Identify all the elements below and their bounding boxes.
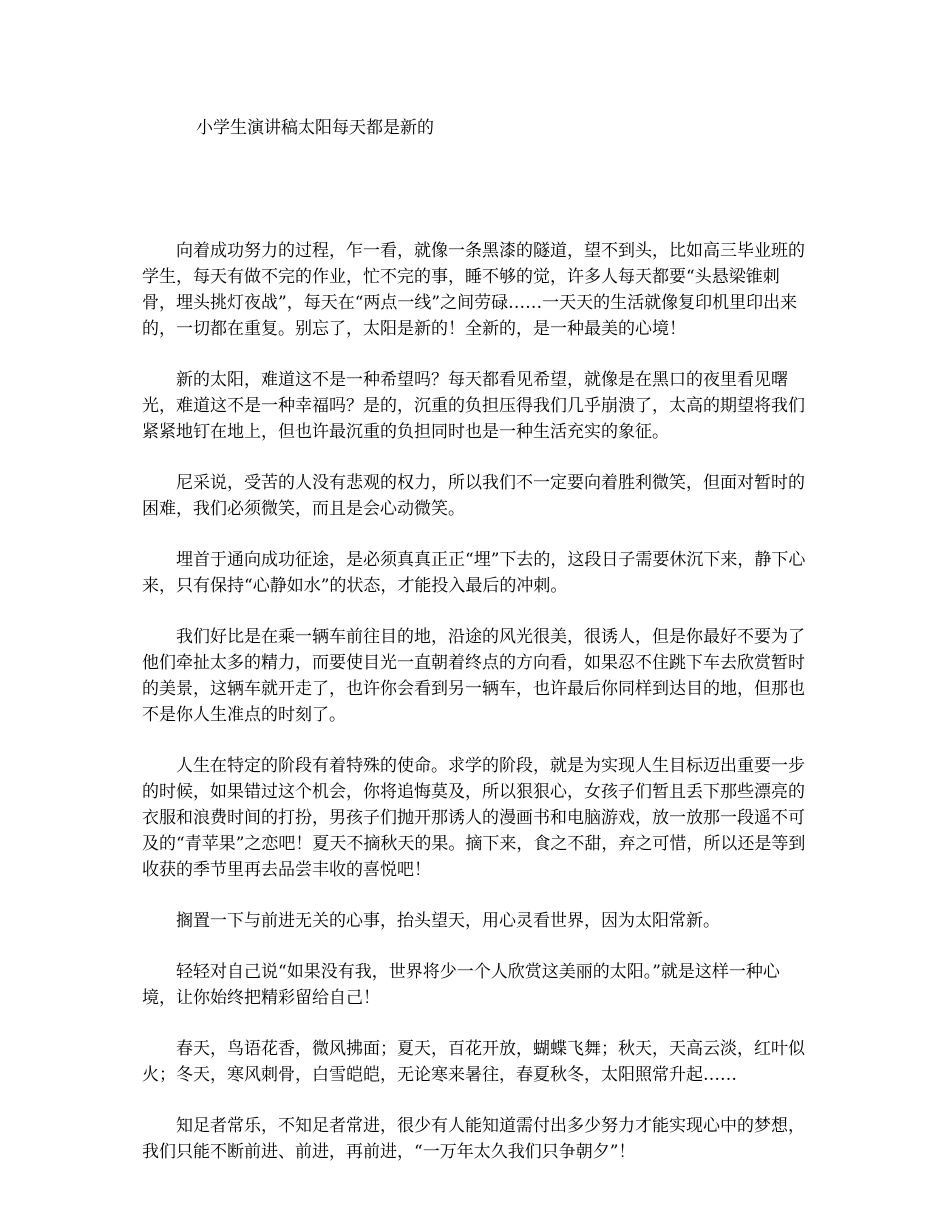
document-body [142, 238, 812, 1190]
paragraph-10: 知足者常乐，不知足者常进，很少有人能知道需付出多少努力才能实现心中的梦想，我们只能不断前进、前进，再前进，“一万年太久我们只争朝夕”！ [142, 1116, 805, 1162]
paragraph-6: 人生在特定的阶段有着特殊的使命。求学的阶段，就是为实现人生目标迈出重要一步的时候，如果错过这个机会，你将追悔莫及，所以狠狠心，女孩子们暂且丢下那些漂亮的衣服和浪费时间的打扮，男孩子们抛开那诱人的漫画书和电脑游戏，放一放那一段遥不可及的“青苹果”之恋吧！夏天不摘秋天的果。摘下来，食之不甜，弃之可惜，所以还是等到收获的季节里再去品尝丰收的喜悦吧！ [142, 756, 806, 880]
paragraph-9: 春天，鸟语花香，微风拂面；夏天，百花开放，蝴蝶飞舞；秋天，天高云淡，红叶似火；冬天，寒风刺骨，白雪皑皑，无论寒来暑往，春夏秋冬，太阳照常升起…… [142, 1039, 805, 1085]
paragraph-2: 新的太阳，难道这不是一种希望吗？每天都看见希望，就像是在黑口的夜里看见曙光，难道这不是一种幸福吗？是的，沉重的负担压得我们几乎崩溃了，太高的期望将我们紧紧地钉在地上，但也许最沉重的负担同时也是一种生活充实的象征。 [142, 370, 805, 442]
paragraph-5: 我们好比是在乘一辆车前往目的地，沿途的风光很美，很诱人，但是你最好不要为了他们牵扯太多的精力，而要使目光一直朝着终点的方向看，如果忍不住跳下车去欣赏暂时的美景，这辆车就开走了，也许你会看到另一辆车，也许最后你同样到达目的地，但那也不是你人生准点的时刻了。 [142, 627, 805, 725]
paragraph-4: 埋首于通向成功征途，是必须真真正正“埋”下去的，这段日子需要休沉下来，静下心来，只有保持“心静如水”的状态，才能投入最后的冲刺。 [142, 550, 806, 596]
paragraph-7: 搁置一下与前进无关的心事，抬头望天，用心灵看世界，因为太阳常新。 [176, 911, 720, 931]
paragraph-8: 轻轻对自己说“如果没有我，世界将少一个人欣赏这美丽的太阳。”就是这样一种心境，让你始终把精彩留给自己！ [142, 962, 780, 1008]
paragraph-3: 尼采说，受苦的人没有悲观的权力，所以我们不一定要向着胜利微笑，但面对暂时的困难，我们必须微笑，而且是会心动微笑。 [142, 473, 805, 519]
paragraph-1: 向着成功努力的过程，乍一看，就像一条黑漆的隧道，望不到头，比如高三毕业班的学生，每天有做不完的作业，忙不完的事，睡不够的觉，许多人每天都要“头悬梁锥刺骨，埋头挑灯夜战”，每天在“两点一线”之间劳碌……一天天的生活就像复印机里印出来的，一切都在重复。别忘了，太阳是新的！全新的，是一种最美的心境！ [142, 241, 805, 339]
document-title: 小学生演讲稿太阳每天都是新的 [196, 118, 434, 138]
